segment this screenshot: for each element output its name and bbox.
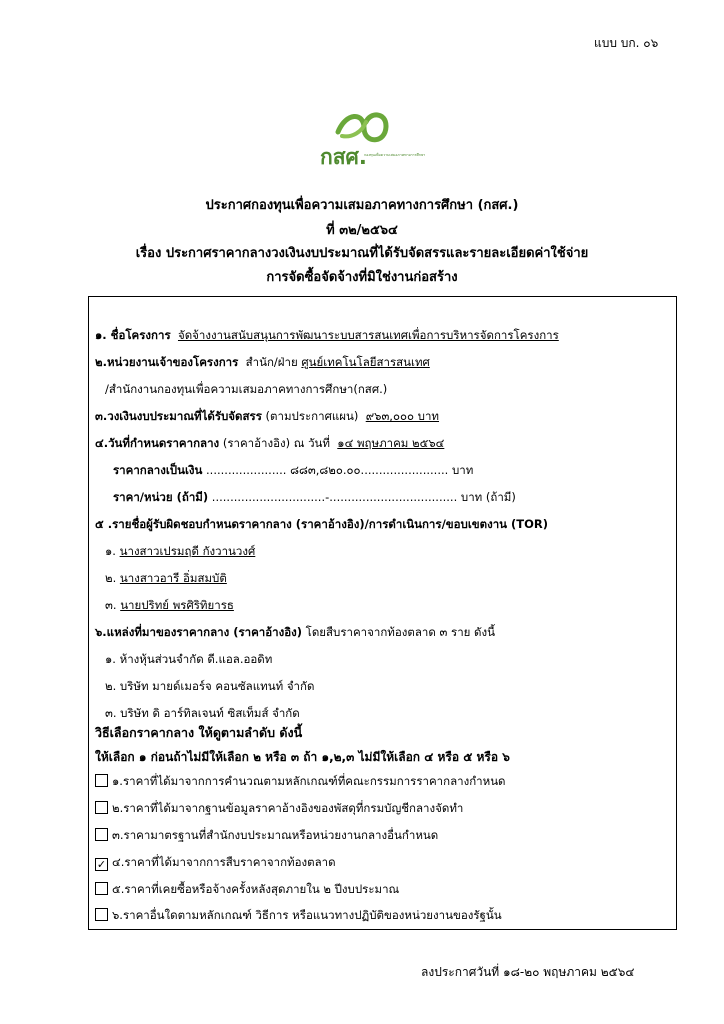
owner-unit-row (95, 354, 430, 372)
announcement-number: ที่ ๓๒/๒๕๖๔ (326, 223, 398, 238)
source-company-2: ๒. บริษัท มายด์เมอร์จ คอนซัลแทนท์ จำกัด (105, 679, 315, 693)
agency-logo (316, 108, 426, 174)
price-date-label: ๔.วันที่กำหนดราคากลาง (95, 436, 220, 450)
responsible-heading: ๕ .รายชื่อผู้รับผิดชอบกำหนดราคากลาง (ราคาอ้างอิง)/การดำเนินการ/ขอบเขตงาน (TOR) (95, 517, 549, 531)
checkmark-icon: ✓ (96, 858, 107, 871)
budget-note: (ตามประกาศแผน) (265, 409, 359, 423)
reference-price-value: ๘๘๓,๘๒๐.๐๐ (290, 463, 361, 477)
price-source-label: ๖.แหล่งที่มาของราคากลาง (ราคาอ้างอิง) (95, 625, 302, 639)
method-option-6: ๖.ราคาอื่นใดตามหลักเกณฑ์ วิธีการ หรือแนวทางปฏิบัติของหน่วยงานของรัฐนั้น (95, 907, 502, 925)
option-4-checkbox-checked[interactable] (95, 858, 108, 871)
price-date-value: ๑๔ พฤษภาคม ๒๕๖๔ (337, 436, 445, 450)
budget-label: ๓.วงเงินงบประมาณที่ได้รับจัดสรร (95, 409, 262, 423)
reference-price-label: ราคากลางเป็นเงิน (113, 463, 203, 477)
method-title: วิธีเลือกราคากลาง ให้ดูตามลำดับ ดังนี้ (95, 725, 303, 740)
owner-unit-value: ศูนย์เทคโนโลยีสารสนเทศ (301, 355, 430, 369)
price-source-note: โดยสืบราคาจากท้องตลาด ๓ ราย ดังนี้ (305, 625, 495, 639)
method-option-5: ๕.ราคาที่เคยซื้อหรือจ้างครั้งหลังสุดภายใน ๒ ปีงบประมาณ (95, 881, 399, 899)
logo-text: กสศ. (320, 145, 367, 169)
price-source-row (95, 624, 495, 642)
reference-price-unit: บาท (451, 463, 474, 477)
owner-unit-label: ๒.หน่วยงานเจ้าของโครงการ (95, 355, 239, 369)
option-6-checkbox[interactable] (95, 908, 108, 921)
unit-price-row: ราคา/หน่วย (ถ้ามี) ...............................-................................... บาท (ถ้ามี) (113, 490, 516, 504)
option-3-checkbox[interactable] (95, 828, 108, 841)
responsible-person-3: ๓. นายปริทย์ พรศิริทิยารธ (105, 598, 234, 612)
announcement-subject-cont: การจัดซื้อจัดจ้างที่มิใช่งานก่อสร้าง (266, 270, 458, 285)
publish-date: ลงประกาศวันที่ ๑๘-๒๐ พฤษภาคม ๒๕๖๔ (421, 965, 635, 979)
source-company-1: ๑. ห้างหุ้นส่วนจำกัด ดี.แอล.ออดิท (105, 652, 273, 666)
method-option-4: ✓ ๔.ราคาที่ได้มาจากการสืบราคาจากท้องตลาด (96, 855, 336, 871)
project-name-row (95, 327, 559, 345)
method-option-3: ๓.ราคามาตรฐานที่สำนักงบประมาณหรือหน่วยงานกลางอื่นกำหนด (95, 827, 438, 845)
logo-tagline: กองทุนเพื่อความเสมอภาคทางการศึกษา (364, 153, 426, 157)
budget-value: ๙๖๓,๐๐๐ บาท (365, 409, 440, 423)
source-company-3: ๓. บริษัท ดิ อาร์ทิลเจนท์ ซิสเท็มส์ จำกัด (105, 706, 300, 720)
method-rule: ให้เลือก ๑ ก่อนถ้าไม่มีให้เลือก ๒ หรือ ๓ ถ้า ๑,๒,๓ ไม่มีให้เลือก ๔ หรือ ๕ หรือ ๖ (95, 750, 510, 764)
project-name-label: ๑. ชื่อโครงการ (95, 328, 171, 342)
method-option-2: ๒.ราคาที่ได้มาจากฐานข้อมูลราคาอ้างอิงของพัสดุที่กรมบัญชีกลางจัดทำ (95, 800, 463, 818)
option-1-checkbox[interactable] (95, 774, 108, 787)
option-2-checkbox[interactable] (95, 801, 108, 814)
unit-price-value: - (325, 490, 330, 504)
responsible-person-1: ๑. นางสาวเปรมฤดี กังวานวงศ์ (105, 544, 256, 558)
price-date-note: (ราคาอ้างอิง) ณ วันที่ (222, 436, 330, 450)
method-option-1: ๑.ราคาที่ได้มาจากการคำนวณตามหลักเกณฑ์ที่คณะกรรมการราคากลางกำหนด (95, 773, 506, 791)
option-5-checkbox[interactable] (95, 882, 108, 895)
unit-price-unit: บาท (ถ้ามี) (460, 490, 516, 504)
project-name-value: จัดจ้างงานสนับสนุนการพัฒนาระบบสารสนเทศเพื่อการบริหารจัดการโครงการ (177, 328, 559, 342)
responsible-person-2: ๒. นางสาวอารี อิ่มสมบัติ (105, 571, 227, 585)
owner-unit-line2: /สำนักงานกองทุนเพื่อความเสมอภาคทางการศึกษา(กสศ.) (105, 382, 388, 396)
announcement-title: ประกาศกองทุนเพื่อความเสมอภาคทางการศึกษา (กสศ.) (205, 198, 519, 213)
logo-emblem-icon (316, 108, 426, 174)
reference-price-row: ราคากลางเป็นเงิน ...................... ๘๘๓,๘๒๐.๐๐........................ บาท (113, 463, 474, 477)
owner-unit-prefix: สำนัก/ฝ่าย (245, 355, 298, 369)
price-date-row (95, 435, 444, 453)
unit-price-label: ราคา/หน่วย (ถ้ามี) (113, 490, 209, 504)
announcement-subject: เรื่อง ประกาศราคากลางวงเงินงบประมาณที่ได้รับจัดสรรและรายละเอียดค่าใช้จ่าย (135, 246, 589, 261)
budget-row (95, 408, 439, 426)
form-code: แบบ บก. ๐๖ (594, 36, 659, 50)
